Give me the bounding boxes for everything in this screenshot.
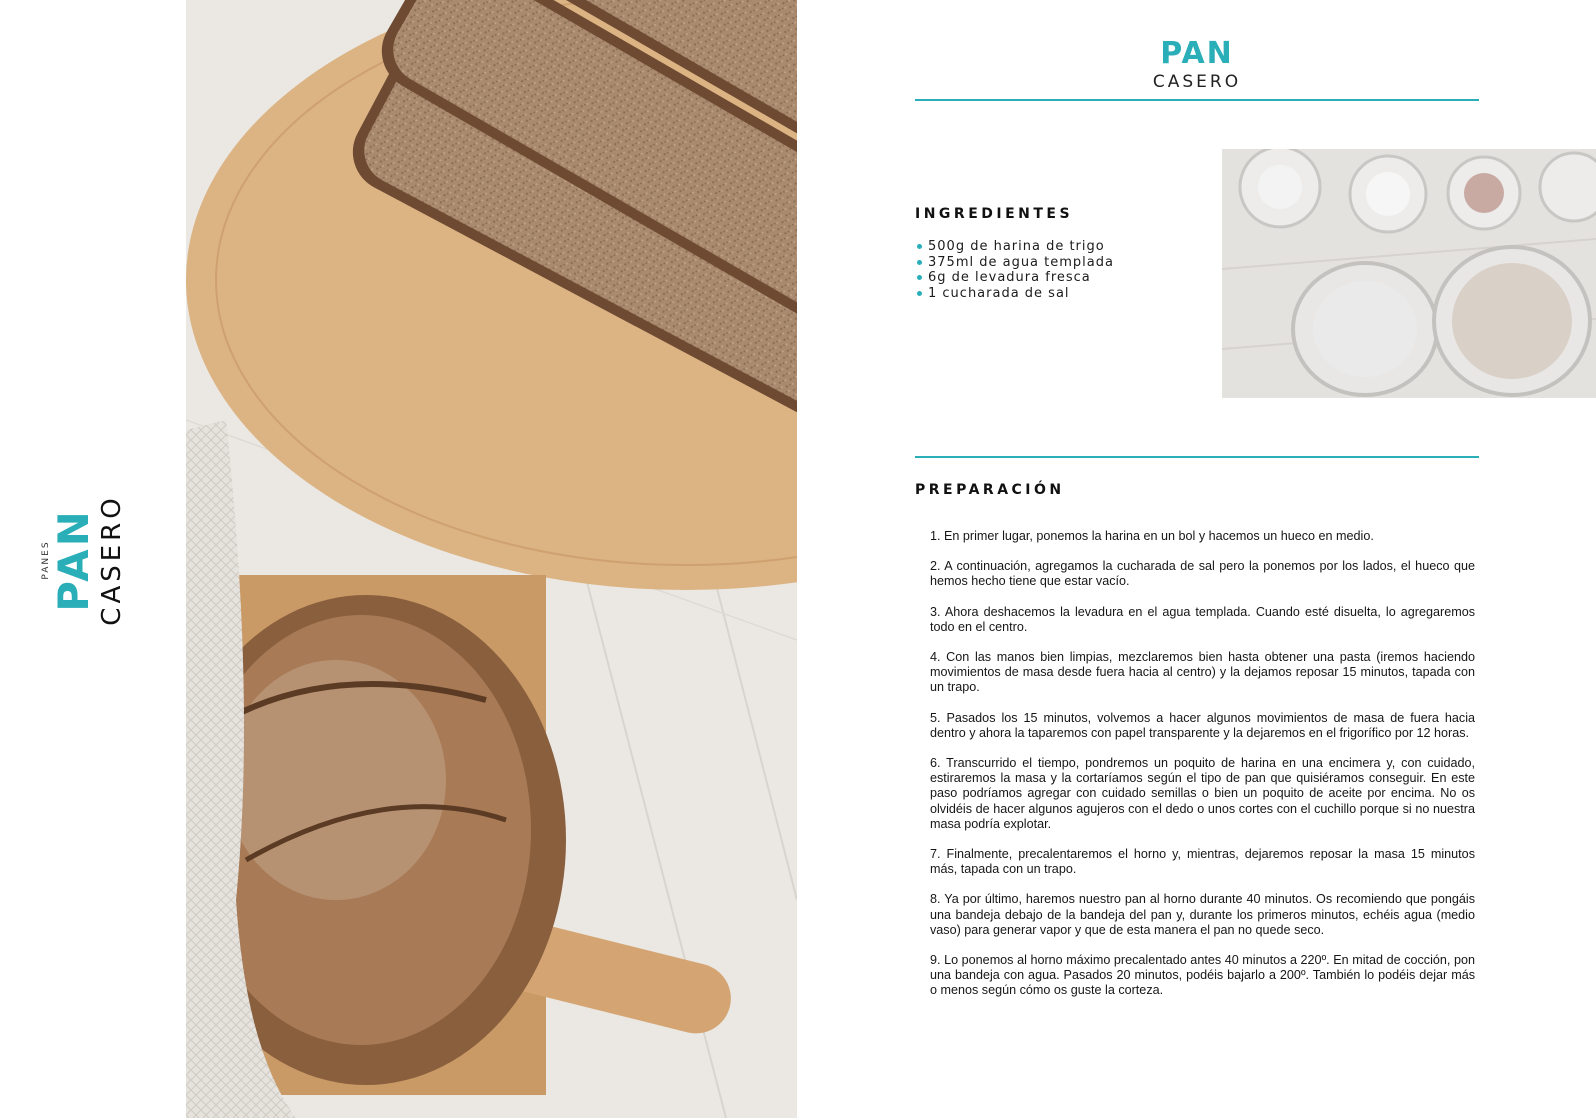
preparation-step: 9. Lo ponemos al horno máximo precalentado antes 40 minutos a 220º. En mitad de cocción, pon una bandeja con agua. Pasados 20 minutos, podéis bajarlo a 200º. También lo podéis dejar más o menos según cómo os guste la corteza. — [930, 953, 1475, 998]
side-title-sub: CASERO — [97, 494, 127, 626]
side-title-main: PAN — [49, 508, 98, 612]
bullet-icon — [917, 275, 922, 280]
ingredient-item: 6g de levadura fresca — [917, 270, 1114, 286]
bread-photo — [186, 0, 797, 1118]
preparation-step: 1. En primer lugar, ponemos la harina en un bol y hacemos un hueco en medio. — [930, 529, 1374, 543]
bullet-icon — [917, 291, 922, 296]
bullet-icon — [917, 260, 922, 265]
preparation-steps — [930, 529, 1475, 1014]
ingredient-item: 375ml de agua templada — [917, 255, 1114, 271]
bullet-icon — [917, 244, 922, 249]
side-title-rotated — [29, 470, 139, 650]
ingredients-title: INGREDIENTES — [915, 206, 1074, 222]
preparation-step: 7. Finalmente, precalentaremos el horno y, mientras, dejaremos reposar la masa 15 minutos más, tapada con un trapo. — [930, 847, 1475, 877]
preparation-step: 2. A continuación, agregamos la cucharada de sal pero la ponemos por los lados, el hueco que hemos hecho tiene que estar vacío. — [930, 559, 1475, 589]
preparation-step: 8. Ya por último, haremos nuestro pan al horno durante 40 minutos. Os recomiendo que pongáis una bandeja debajo de la bandeja del pan y, durante los primeros minutos, echéis agua (medio vaso) para generar vapor y que de esta manera el pan no quede seco. — [930, 892, 1475, 937]
header-divider — [915, 99, 1479, 101]
recipe-title: PAN — [1160, 36, 1234, 71]
preparation-step: 3. Ahora deshacemos la levadura en el agua templada. Cuando esté disuelta, lo agregaremos todo en el centro. — [930, 604, 1475, 634]
section-divider — [915, 456, 1479, 458]
side-title — [24, 480, 144, 640]
recipe-header — [915, 36, 1479, 92]
recipe-subtitle: CASERO — [1152, 72, 1242, 92]
ingredient-item: 500g de harina de trigo — [917, 239, 1114, 255]
bread-photo-illustration — [186, 0, 797, 1118]
preparation-title: PREPARACIÓN — [915, 482, 1065, 498]
preparation-step: 6. Transcurrido el tiempo, pondremos un poquito de harina en una encimera y, con cuidado, estiraremos la masa y la cortaríamos según el tipo de pan que quisiéramos conseguir. En este paso podríamos agregar con cuidado semillas o bien un poquito de aceite por encima. No os olvidéis de hacer algunos agujeros con el dedo o unos cortes con el cuchillo porque si no nuestra masa podría explotar. — [930, 756, 1475, 831]
side-category: PANES — [41, 540, 51, 580]
ingredients-photo — [1222, 149, 1596, 398]
preparation-step: 4. Con las manos bien limpias, mezclaremos bien hasta obtener una pasta (iremos haciendo movimientos de masa desde fuera hacia al centro) y la dejamos reposar 15 minutos, tapada con un trapo. — [930, 650, 1475, 695]
bowls-illustration — [1222, 149, 1596, 398]
ingredient-item: 1 cucharada de sal — [917, 286, 1114, 302]
ingredients-list — [917, 239, 1114, 301]
preparation-step: 5. Pasados los 15 minutos, volvemos a hacer algunos movimientos de masa de fuera hacia dentro y ahora la taparemos con papel transparente y la dejaremos en el frigorífico por 12 horas. — [930, 710, 1475, 740]
